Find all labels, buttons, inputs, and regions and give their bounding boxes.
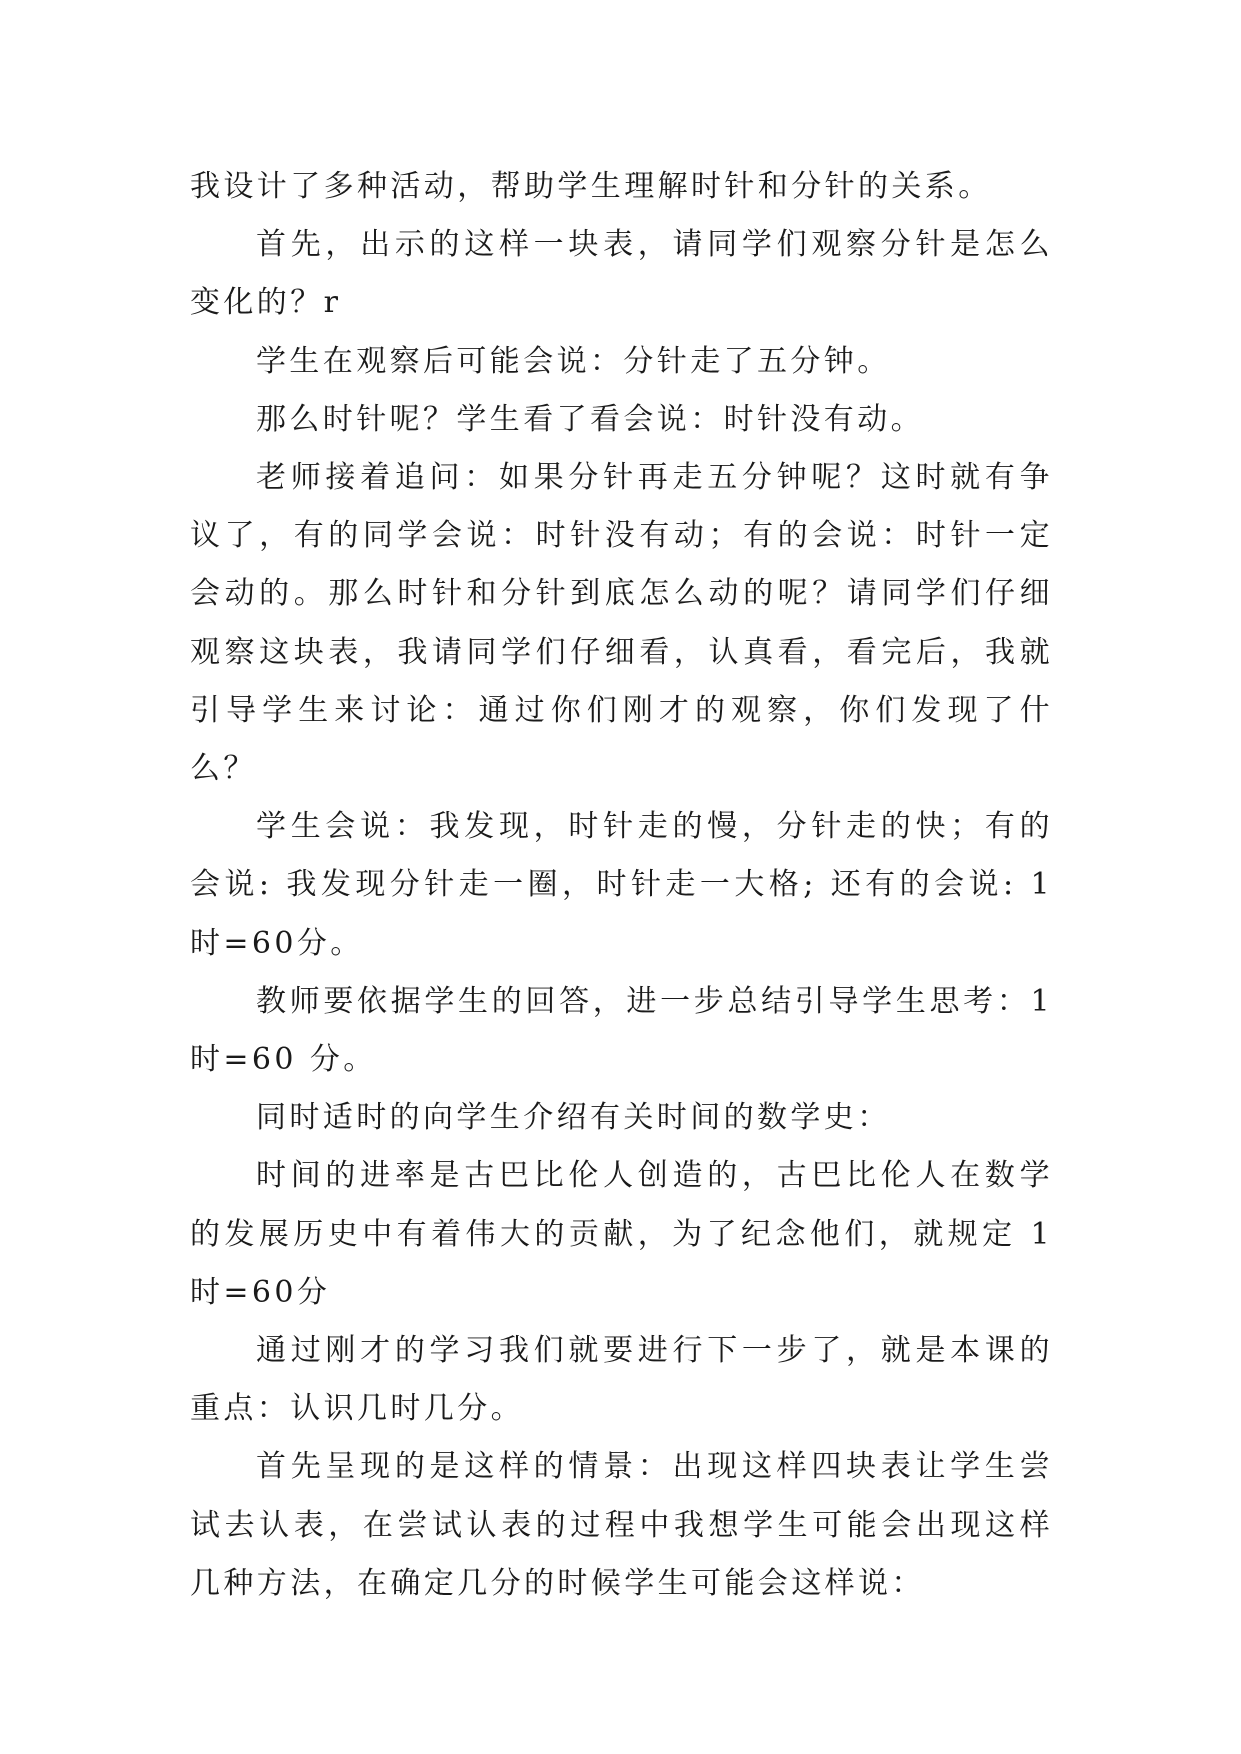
paragraph-continuation: 我设计了多种活动，帮助学生理解时针和分针的关系。 (190, 169, 992, 204)
paragraph: 时间的进率是古巴比伦人创造的，古巴比伦人在数学的发展历史中有着伟大的贡献，为了纪念他们，就规定 1 时=60分 (190, 1158, 1053, 1310)
paragraph: 首先，出示的这样一块表，请同学们观察分针是怎么变化的？r (190, 227, 1053, 321)
paragraph: 通过刚才的学习我们就要进行下一步了，就是本课的重点：认识几时几分。 (190, 1333, 1053, 1427)
paragraph: 同时适时的向学生介绍有关时间的数学史： (256, 1100, 891, 1136)
paragraph: 学生会说：我发现，时针走的慢，分针走的快；有的会说: 我发现分针走一圈，时针走一大格; 还有的会说: 1 时=60分。 (190, 809, 1053, 961)
document-body (190, 158, 1053, 1613)
paragraph: 首先呈现的是这样的情景：出现这样四块表让学生尝试去认表，在尝试认表的过程中我想学生可能会出现这样几种方法，在确定几分的时候学生可能会这样说： (190, 1449, 1053, 1601)
paragraph: 老师接着追问：如果分针再走五分钟呢？这时就有争议了，有的同学会说：时针没有动；有的会说：时针一定会动的。那么时针和分针到底怎么动的呢？请同学们仔细观察这块表，我请同学们仔细看，认真看，看完后，我就引导学生来讨论：通过你们刚才的观察，你们发现了什么？ (190, 460, 1053, 787)
paragraph: 教师要依据学生的回答，进一步总结引导学生思考：1时=60 分。 (190, 983, 1053, 1078)
paragraph: 学生在观察后可能会说：分针走了五分钟。 (256, 343, 891, 379)
paragraph: 那么时针呢？学生看了看会说：时针没有动。 (256, 401, 924, 437)
